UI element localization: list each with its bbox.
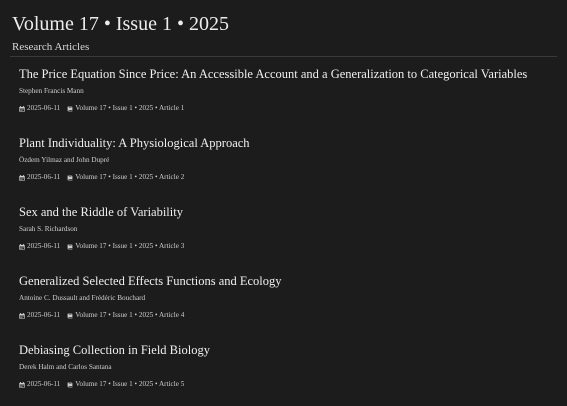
- calendar-icon: [19, 106, 25, 112]
- article-date: 2025-06-11: [27, 311, 61, 319]
- article-list: [19, 67, 559, 406]
- article-authors: Antoine C. Dussault and Frédéric Bouchard: [19, 294, 146, 302]
- article-citation: Volume 17 • Issue 1 • 2025 • Article 4: [75, 311, 185, 319]
- article-item: [19, 136, 559, 205]
- book-icon: [67, 244, 73, 250]
- article-title-link[interactable]: Debiasing Collection in Field Biology: [19, 343, 210, 357]
- article-meta: [19, 173, 184, 182]
- article-authors: Stephen Francis Mann: [19, 87, 84, 95]
- book-icon: [67, 175, 73, 181]
- article-item: [19, 67, 559, 136]
- article-title-link[interactable]: Plant Individuality: A Physiological Approach: [19, 136, 250, 150]
- section-title: Research Articles: [12, 41, 90, 53]
- calendar-icon: [19, 382, 25, 388]
- article-title-link[interactable]: The Price Equation Since Price: An Accessible Account and a Generalization to Categorical Variables: [19, 67, 528, 81]
- article-item: [19, 274, 559, 343]
- section-divider: [10, 56, 557, 57]
- article-meta: [19, 242, 184, 251]
- calendar-icon: [19, 175, 25, 181]
- article-item: [19, 205, 559, 274]
- article-authors: Derek Halm and Carlos Santana: [19, 363, 112, 371]
- issue-title: Volume 17 • Issue 1 • 2025: [12, 13, 229, 35]
- article-date: 2025-06-11: [27, 242, 61, 250]
- book-icon: [67, 382, 73, 388]
- calendar-icon: [19, 313, 25, 319]
- article-title-link[interactable]: Sex and the Riddle of Variability: [19, 205, 183, 219]
- article-citation: Volume 17 • Issue 1 • 2025 • Article 3: [75, 242, 185, 250]
- article-meta: [19, 104, 184, 113]
- article-meta: [19, 311, 184, 320]
- article-date: 2025-06-11: [27, 380, 61, 388]
- article-authors: Sarah S. Richardson: [19, 225, 78, 233]
- article-date: 2025-06-11: [27, 173, 61, 181]
- article-citation: Volume 17 • Issue 1 • 2025 • Article 5: [75, 380, 185, 388]
- calendar-icon: [19, 244, 25, 250]
- book-icon: [67, 313, 73, 319]
- book-icon: [67, 106, 73, 112]
- article-title-link[interactable]: Generalized Selected Effects Functions and Ecology: [19, 274, 282, 288]
- article-meta: [19, 380, 184, 389]
- article-item: [19, 343, 559, 406]
- article-authors: Özdem Yilmaz and John Dupré: [19, 156, 110, 164]
- article-citation: Volume 17 • Issue 1 • 2025 • Article 1: [75, 104, 185, 112]
- article-date: 2025-06-11: [27, 104, 61, 112]
- article-citation: Volume 17 • Issue 1 • 2025 • Article 2: [75, 173, 185, 181]
